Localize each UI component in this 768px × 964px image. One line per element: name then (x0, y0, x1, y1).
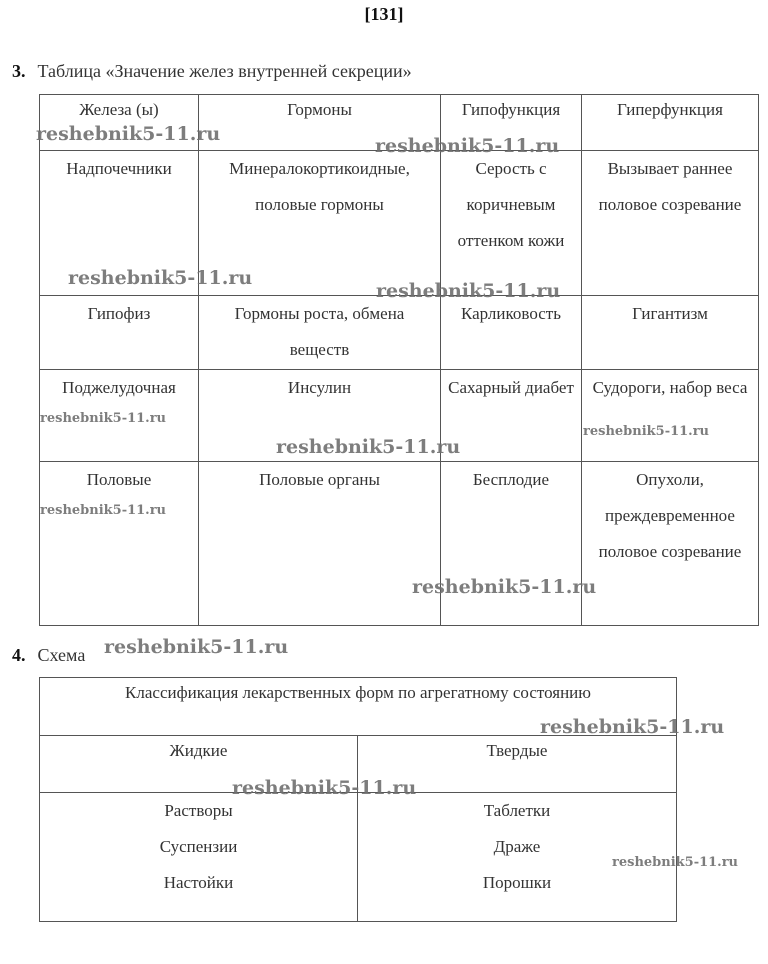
watermark: reshebnik5-11.ru (612, 855, 739, 870)
scheme-liquid-items (40, 793, 358, 922)
watermark: reshebnik5-11.ru (40, 411, 167, 426)
list-item: Настойки (163, 873, 234, 892)
header-cell-hormones: Гормоны (199, 95, 441, 151)
section-3-title: Таблица «Значение желез внутренней секреции» (37, 61, 412, 81)
section-4-heading (12, 645, 85, 666)
table-cell: Минералокортикоидные, половые гормоны (199, 151, 441, 296)
watermark: reshebnik5-11.ru (36, 123, 221, 145)
table-cell: Серость с коричневым оттенком кожи (441, 151, 582, 296)
table-cell: Надпочечники (40, 151, 199, 296)
section-3-heading (12, 61, 412, 82)
watermark: reshebnik5-11.ru (40, 503, 167, 518)
list-item: Драже (493, 837, 541, 856)
table-row (40, 296, 759, 370)
watermark: reshebnik5-11.ru (540, 716, 725, 738)
header-cell-hyperfunction: Гиперфункция (582, 95, 759, 151)
header-cell-hypofunction: Гипофункция (441, 95, 582, 151)
section-4-number: 4. (12, 645, 26, 665)
table-cell: Гигантизм (582, 296, 759, 370)
classification-scheme (39, 677, 677, 922)
watermark: reshebnik5-11.ru (276, 436, 461, 458)
table-cell: Сахарный диабет (441, 370, 582, 462)
table-cell: Карликовость (441, 296, 582, 370)
table-cell: Судороги, набор веса (582, 370, 759, 462)
scheme-items-row (40, 793, 677, 922)
scheme-column-solid: Твердые (358, 736, 677, 793)
section-3-number: 3. (12, 61, 26, 81)
list-item: Таблетки (483, 801, 551, 820)
table-cell: Поджелудочная (40, 370, 199, 462)
table-cell: Инсулин (199, 370, 441, 462)
watermark: reshebnik5-11.ru (412, 576, 597, 598)
table-cell: Гипофиз (40, 296, 199, 370)
table-cell: Бесплодие (441, 462, 582, 626)
watermark: reshebnik5-11.ru (104, 636, 289, 658)
table-row (40, 462, 759, 626)
page-number: [131] (364, 4, 404, 24)
list-item: Растворы (164, 801, 233, 820)
watermark: reshebnik5-11.ru (68, 267, 253, 289)
table-cell: Половые органы (199, 462, 441, 626)
table-cell: Гормоны роста, обмена веществ (199, 296, 441, 370)
table-cell: Опухоли, преждевременное половое созревание (582, 462, 759, 626)
glands-table (39, 94, 759, 626)
watermark: reshebnik5-11.ru (375, 135, 560, 157)
table-cell: Половые (40, 462, 199, 626)
section-4-title: Схема (37, 645, 86, 665)
list-item: Порошки (482, 873, 552, 892)
scheme-column-liquid: Жидкие (40, 736, 358, 793)
watermark: reshebnik5-11.ru (583, 424, 710, 439)
list-item: Суспензии (159, 837, 238, 856)
table-cell: Вызывает раннее половое созревание (582, 151, 759, 296)
scheme-title: Классификация лекарственных форм по агрегатному состоянию (40, 678, 677, 736)
header-cell-gland: Железа (ы) (40, 95, 199, 151)
watermark: reshebnik5-11.ru (376, 280, 561, 302)
watermark: reshebnik5-11.ru (232, 777, 417, 799)
